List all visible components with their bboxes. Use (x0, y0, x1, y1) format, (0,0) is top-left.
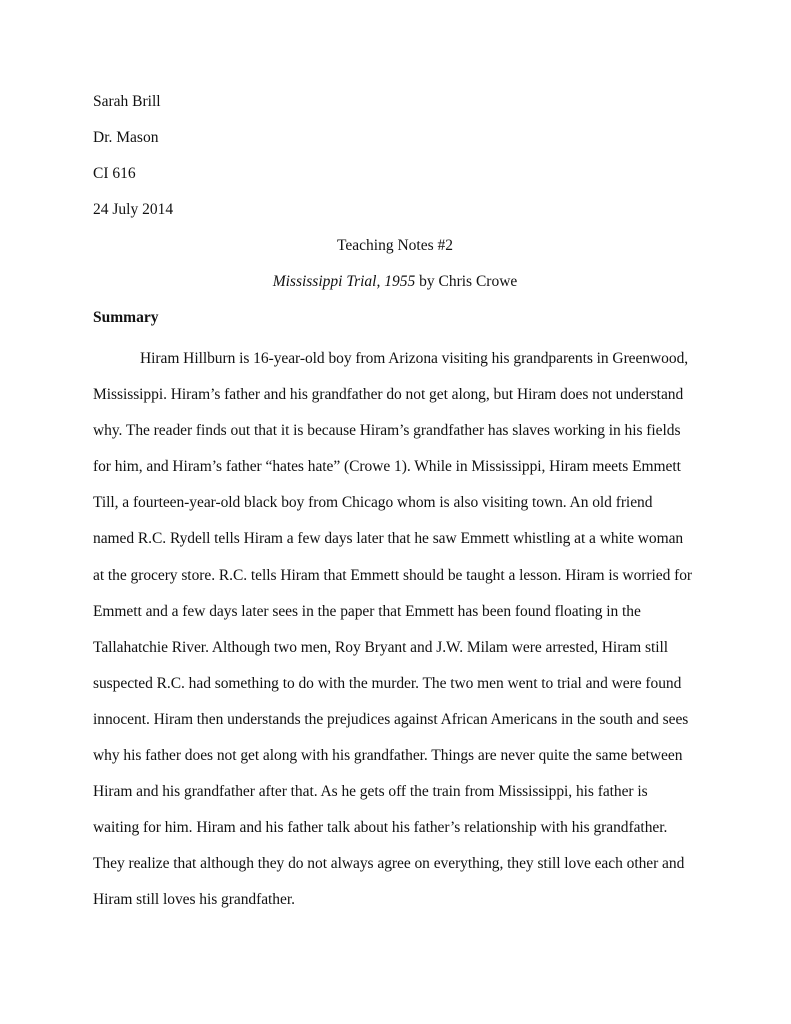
paragraph-line: waiting for him. Hiram and his father talk about his father’s relationship with his grandfather. (93, 819, 668, 837)
paragraph-line: why. The reader finds out that it is because Hiram’s grandfather has slaves working in his fields (93, 422, 681, 440)
paragraph-line: Tallahatchie River. Although two men, Roy Bryant and J.W. Milam were arrested, Hiram still (93, 638, 668, 656)
document-title: Teaching Notes #2 (337, 237, 453, 254)
course-code: CI 616 (93, 165, 136, 182)
paragraph-line: Hiram still loves his grandfather. (93, 891, 295, 909)
paragraph-line: Mississippi. Hiram’s father and his grandfather do not get along, but Hiram does not understand (93, 386, 684, 404)
book-subtitle (93, 273, 697, 291)
paragraph-line: They realize that although they do not always agree on everything, they still love each other and (93, 855, 685, 873)
section-heading: Summary (93, 309, 159, 326)
paragraph-line: Hiram and his grandfather after that. As he gets off the train from Mississippi, his father is (93, 783, 648, 801)
paragraph-line: innocent. Hiram then understands the prejudices against African Americans in the south and sees (93, 710, 689, 728)
paragraph-line: named R.C. Rydell tells Hiram a few days later that he saw Emmett whistling at a white woman (93, 530, 684, 548)
book-title: Mississippi Trial, 1955 (272, 273, 416, 290)
book-byline: by Chris Crowe (415, 273, 518, 290)
paragraph-line: why his father does not get along with his grandfather. Things are never quite the same between (93, 747, 683, 765)
document-date: 24 July 2014 (93, 201, 174, 218)
paragraph-line: Till, a fourteen-year-old black boy from Chicago whom is also visiting town. An old friend (93, 494, 653, 512)
paragraph-line: at the grocery store. R.C. tells Hiram that Emmett should be taught a lesson. Hiram is worried for (93, 566, 693, 584)
summary-paragraph (93, 341, 705, 919)
paragraph-line: Hiram Hillburn is 16-year-old boy from Arizona visiting his grandparents in Greenwood, (140, 350, 689, 367)
paragraph-line: suspected R.C. had something to do with the murder. The two men went to trial and were found (93, 674, 682, 692)
paragraph-line: Emmett and a few days later sees in the paper that Emmett has been found floating in the (93, 602, 641, 620)
author-name: Sarah Brill (93, 93, 161, 110)
paragraph-line: for him, and Hiram’s father “hates hate” (Crowe 1). While in Mississippi, Hiram meets Emmett (93, 458, 681, 476)
instructor-name: Dr. Mason (93, 129, 159, 146)
